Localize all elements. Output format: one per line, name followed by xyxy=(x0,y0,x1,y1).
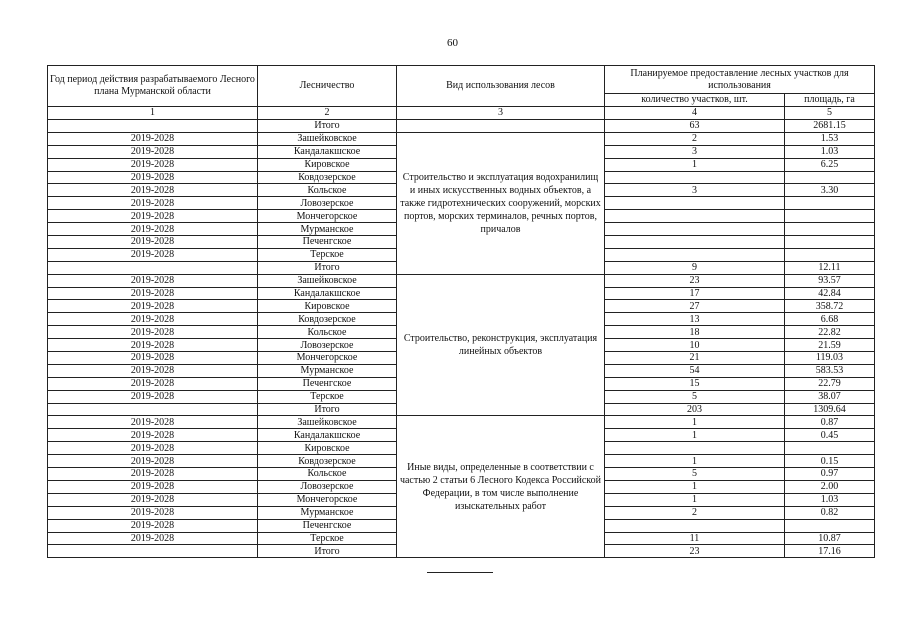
header-use-type: Вид использования лесов xyxy=(397,66,605,107)
table-body xyxy=(48,120,875,558)
use-type-cell xyxy=(397,120,605,133)
forestry-cell: Мончегорское xyxy=(258,493,397,506)
period-cell: 2019-2028 xyxy=(48,429,258,442)
period-cell: 2019-2028 xyxy=(48,532,258,545)
period-cell: 2019-2028 xyxy=(48,390,258,403)
count-cell: 21 xyxy=(605,352,785,365)
table-row xyxy=(48,274,875,287)
forestry-cell: Терское xyxy=(258,390,397,403)
forestry-cell: Мончегорское xyxy=(258,210,397,223)
forestry-cell: Зашейковское xyxy=(258,132,397,145)
area-cell: 1.53 xyxy=(785,132,875,145)
period-cell: 2019-2028 xyxy=(48,377,258,390)
page-number: 60 xyxy=(447,37,458,49)
count-cell: 1 xyxy=(605,480,785,493)
count-cell: 5 xyxy=(605,390,785,403)
header-area: площадь, га xyxy=(785,94,875,107)
forestry-cell: Ловозерское xyxy=(258,480,397,493)
period-cell xyxy=(48,403,258,416)
count-cell xyxy=(605,197,785,210)
column-number: 1 xyxy=(48,107,258,120)
forestry-cell: Терское xyxy=(258,248,397,261)
forestry-cell: Зашейковское xyxy=(258,274,397,287)
total-label-cell: Итого xyxy=(258,261,397,274)
forestry-cell: Кандалакшское xyxy=(258,429,397,442)
area-cell: 1.03 xyxy=(785,493,875,506)
header-count: количество участков, шт. xyxy=(605,94,785,107)
period-cell: 2019-2028 xyxy=(48,145,258,158)
count-cell: 17 xyxy=(605,287,785,300)
table-header xyxy=(48,66,875,120)
period-cell: 2019-2028 xyxy=(48,223,258,236)
period-cell xyxy=(48,261,258,274)
area-cell: 38.07 xyxy=(785,390,875,403)
area-cell: 0.45 xyxy=(785,429,875,442)
forestry-cell: Печенгское xyxy=(258,519,397,532)
period-cell: 2019-2028 xyxy=(48,158,258,171)
count-cell: 27 xyxy=(605,300,785,313)
count-cell: 11 xyxy=(605,532,785,545)
total-label-cell: Итого xyxy=(258,545,397,558)
forestry-cell: Ковдозерское xyxy=(258,313,397,326)
table-row xyxy=(48,416,875,429)
period-cell: 2019-2028 xyxy=(48,519,258,532)
count-cell xyxy=(605,171,785,184)
area-cell: 21.59 xyxy=(785,339,875,352)
area-cell: 0.15 xyxy=(785,455,875,468)
header-period: Год период действия разрабатываемого Лесного плана Мурманской области xyxy=(48,66,258,107)
period-cell: 2019-2028 xyxy=(48,171,258,184)
count-cell xyxy=(605,519,785,532)
area-cell: 93.57 xyxy=(785,274,875,287)
forestry-cell: Мурманское xyxy=(258,223,397,236)
forestry-cell: Кировское xyxy=(258,158,397,171)
area-cell: 2.00 xyxy=(785,480,875,493)
period-cell: 2019-2028 xyxy=(48,236,258,249)
area-cell: 22.82 xyxy=(785,326,875,339)
area-cell: 3.30 xyxy=(785,184,875,197)
count-cell: 23 xyxy=(605,274,785,287)
footer-divider xyxy=(427,572,493,573)
column-number: 5 xyxy=(785,107,875,120)
column-number: 4 xyxy=(605,107,785,120)
count-cell: 9 xyxy=(605,261,785,274)
count-cell: 2 xyxy=(605,132,785,145)
forestry-cell: Печенгское xyxy=(258,377,397,390)
area-cell: 2681.15 xyxy=(785,120,875,133)
count-cell: 203 xyxy=(605,403,785,416)
forestry-cell: Кольское xyxy=(258,184,397,197)
period-cell xyxy=(48,545,258,558)
total-label-cell: Итого xyxy=(258,403,397,416)
forestry-cell: Мурманское xyxy=(258,506,397,519)
count-cell xyxy=(605,248,785,261)
forestry-cell: Кандалакшское xyxy=(258,287,397,300)
period-cell: 2019-2028 xyxy=(48,480,258,493)
use-type-cell: Строительство, реконструкция, эксплуатация линейных объектов xyxy=(397,274,605,416)
period-cell: 2019-2028 xyxy=(48,442,258,455)
area-cell xyxy=(785,171,875,184)
period-cell: 2019-2028 xyxy=(48,197,258,210)
count-cell: 1 xyxy=(605,158,785,171)
period-cell: 2019-2028 xyxy=(48,455,258,468)
forestry-cell: Ловозерское xyxy=(258,339,397,352)
period-cell: 2019-2028 xyxy=(48,210,258,223)
use-type-cell: Иные виды, определенные в соответствии с частью 2 статьи 6 Лесного Кодекса Российской Федерации, в том числе выполнение изыскательных работ xyxy=(397,416,605,558)
area-cell: 0.97 xyxy=(785,468,875,481)
area-cell xyxy=(785,248,875,261)
forestry-cell: Кольское xyxy=(258,468,397,481)
count-cell: 18 xyxy=(605,326,785,339)
forest-use-table xyxy=(47,65,875,558)
count-cell xyxy=(605,236,785,249)
column-number: 3 xyxy=(397,107,605,120)
header-planned: Планируемое предоставление лесных участков для использования xyxy=(605,66,875,94)
count-cell: 1 xyxy=(605,416,785,429)
forestry-cell: Кольское xyxy=(258,326,397,339)
count-cell: 15 xyxy=(605,377,785,390)
forestry-cell: Терское xyxy=(258,532,397,545)
period-cell: 2019-2028 xyxy=(48,132,258,145)
count-cell: 1 xyxy=(605,493,785,506)
column-number: 2 xyxy=(258,107,397,120)
count-cell xyxy=(605,442,785,455)
area-cell: 22.79 xyxy=(785,377,875,390)
forestry-cell: Ковдозерское xyxy=(258,171,397,184)
period-cell: 2019-2028 xyxy=(48,326,258,339)
period-cell: 2019-2028 xyxy=(48,313,258,326)
forestry-cell: Итого xyxy=(258,120,397,133)
forestry-cell: Кировское xyxy=(258,300,397,313)
area-cell: 10.87 xyxy=(785,532,875,545)
area-cell xyxy=(785,442,875,455)
area-cell: 1.03 xyxy=(785,145,875,158)
forestry-cell: Печенгское xyxy=(258,236,397,249)
area-cell xyxy=(785,210,875,223)
period-cell: 2019-2028 xyxy=(48,300,258,313)
count-cell: 1 xyxy=(605,429,785,442)
table-row xyxy=(48,132,875,145)
area-cell xyxy=(785,519,875,532)
count-cell: 1 xyxy=(605,455,785,468)
area-cell: 583.53 xyxy=(785,364,875,377)
area-cell: 1309.64 xyxy=(785,403,875,416)
count-cell: 23 xyxy=(605,545,785,558)
header-forestry: Лесничество xyxy=(258,66,397,107)
count-cell: 54 xyxy=(605,364,785,377)
count-cell: 13 xyxy=(605,313,785,326)
area-cell: 12.11 xyxy=(785,261,875,274)
area-cell xyxy=(785,223,875,236)
period-cell: 2019-2028 xyxy=(48,364,258,377)
area-cell: 358.72 xyxy=(785,300,875,313)
period-cell: 2019-2028 xyxy=(48,274,258,287)
forestry-cell: Мурманское xyxy=(258,364,397,377)
forestry-cell: Кандалакшское xyxy=(258,145,397,158)
count-cell: 2 xyxy=(605,506,785,519)
forestry-cell: Ловозерское xyxy=(258,197,397,210)
forestry-cell: Кировское xyxy=(258,442,397,455)
area-cell: 17.16 xyxy=(785,545,875,558)
use-type-cell: Строительство и эксплуатация водохранилищ и иных искусственных водных объектов, а также гидротехнических сооружений, морских портов, морских терминалов, речных портов, причалов xyxy=(397,132,605,274)
period-cell: 2019-2028 xyxy=(48,468,258,481)
period-cell: 2019-2028 xyxy=(48,416,258,429)
period-cell xyxy=(48,120,258,133)
area-cell: 6.25 xyxy=(785,158,875,171)
count-cell: 63 xyxy=(605,120,785,133)
count-cell: 10 xyxy=(605,339,785,352)
period-cell: 2019-2028 xyxy=(48,287,258,300)
period-cell: 2019-2028 xyxy=(48,184,258,197)
area-cell: 119.03 xyxy=(785,352,875,365)
period-cell: 2019-2028 xyxy=(48,493,258,506)
count-cell: 3 xyxy=(605,145,785,158)
area-cell: 0.87 xyxy=(785,416,875,429)
area-cell: 0.82 xyxy=(785,506,875,519)
summary-row xyxy=(48,120,875,133)
period-cell: 2019-2028 xyxy=(48,339,258,352)
count-cell: 5 xyxy=(605,468,785,481)
period-cell: 2019-2028 xyxy=(48,352,258,365)
forestry-cell: Мончегорское xyxy=(258,352,397,365)
forestry-cell: Ковдозерское xyxy=(258,455,397,468)
count-cell xyxy=(605,210,785,223)
period-cell: 2019-2028 xyxy=(48,506,258,519)
area-cell xyxy=(785,236,875,249)
area-cell: 42.84 xyxy=(785,287,875,300)
forestry-cell: Зашейковское xyxy=(258,416,397,429)
area-cell: 6.68 xyxy=(785,313,875,326)
area-cell xyxy=(785,197,875,210)
period-cell: 2019-2028 xyxy=(48,248,258,261)
count-cell: 3 xyxy=(605,184,785,197)
count-cell xyxy=(605,223,785,236)
